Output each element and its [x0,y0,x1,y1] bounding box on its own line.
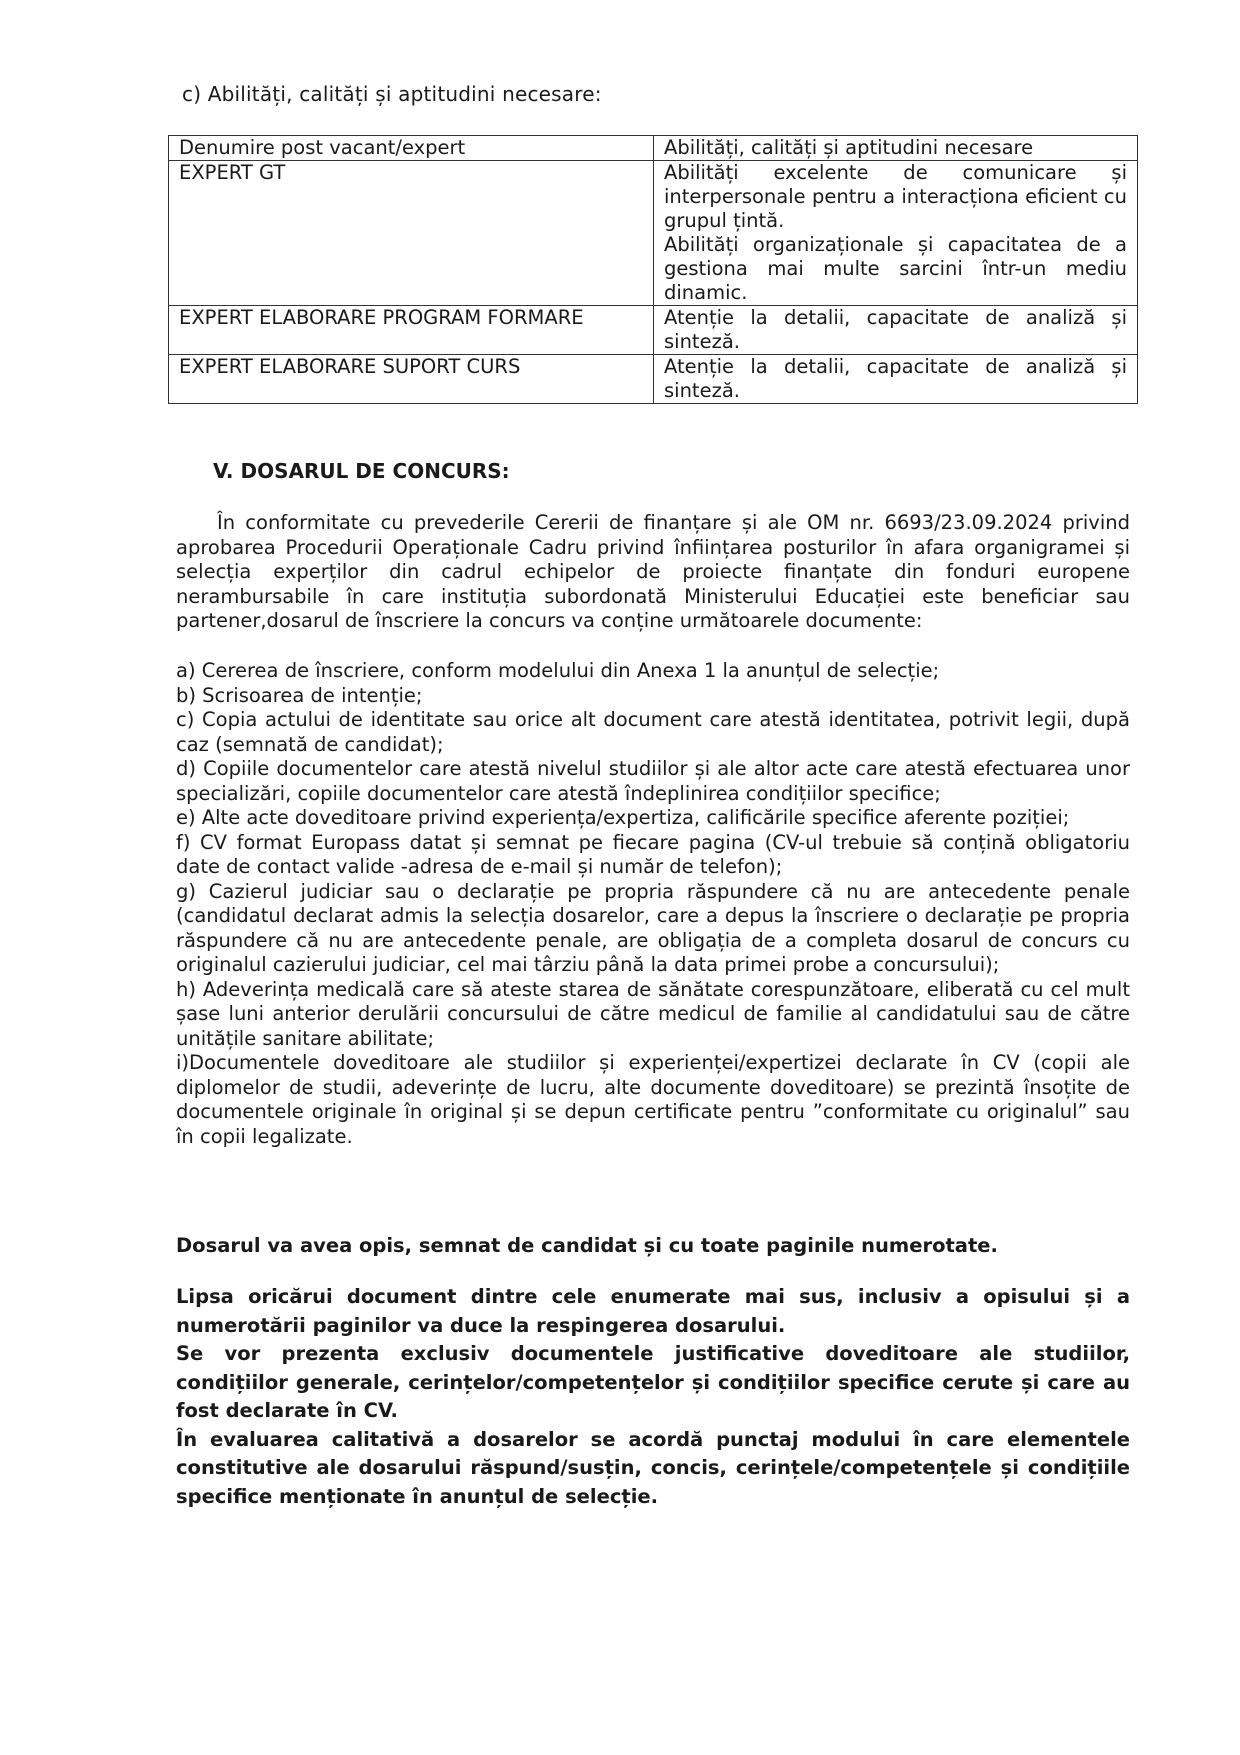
skills-text: Atenție la detalii, capacitate de analiză și sinteză. [664,306,1127,353]
table-row [169,161,1138,306]
post-cell: EXPERT GT [169,161,654,306]
table-row [169,355,1138,404]
skills-cell [654,355,1138,404]
header-skills: Abilități, calități și aptitudini necesare [654,136,1138,161]
skills-cell [654,306,1138,355]
list-item: e) Alte acte doveditoare privind experiența/expertiza, calificările specifice aferente poziției; [176,806,1070,829]
post-cell: EXPERT ELABORARE SUPORT CURS [169,355,654,404]
note-paragraph: Lipsa oricărui document dintre cele enumerate mai sus, inclusiv a opisului și a numerotării paginilor va duce la respingerea dosarului. [176,1285,1130,1337]
documents-list [176,659,1130,1149]
post-cell: EXPERT ELABORARE PROGRAM FORMARE [169,306,654,355]
list-item: d) Copiile documentelor care atestă nivelul studiilor și ale altor acte care atestă efectuarea unor specializări, copiile documentelor care atestă îndeplinirea condițiilor specifice; [176,757,1130,805]
table-header-row [169,136,1138,161]
list-item: g) Cazierul judiciar sau o declarație pe propria răspundere că nu are antecedente penale (candidatul declarat admis la selecția dosarelor, care a depus la înscriere o declarație pe propria răspundere că nu are antecedente penale, are obligația de a completa dosarul de concurs cu originalul cazierului judiciar, cel mai târziu până la data primei probe a concursului); [176,879,1130,976]
section-v-title: V. DOSARUL DE CONCURS: [213,459,510,483]
list-item: i)Documentele doveditoare ale studiilor și experienței/expertizei declarate în CV (copii ale diplomelor de studii, adeverințe de lucru, alte documente doveditoare) se prezintă însoțite de documentele originale în original și se depun certificate pentru ”conformitate cu originalul” sau în copii legalizate. [176,1051,1130,1148]
list-item: c) Copia actului de identitate sau orice alt document care atestă identitatea, potrivit legii, după caz (semnată de candidat); [176,708,1130,756]
requirements-notes [176,1283,1130,1511]
table-row [169,306,1138,355]
skills-text: Atenție la detalii, capacitate de analiză și sinteză. [664,355,1127,402]
list-item: h) Adeverința medicală care să ateste starea de sănătate corespunzătoare, eliberată cu cel mult șase luni anterior derulării concursului de către medicul de familie al candidatului sau de către unitățile sanitare abilitate; [176,977,1130,1050]
note-paragraph: În evaluarea calitativă a dosarelor se acordă punctaj modului în care elementele constitutive ale dosarului răspund/susțin, concis, cerințele/competențele și condițiile specifice menționate în anunțul de selecție. [176,1427,1130,1508]
list-item: b) Scrisoarea de intenție; [176,683,423,707]
note-paragraph: Se vor prezenta exclusiv documentele justificative doveditoare ale studiilor, condițiilor generale, cerințelor/competențelor și condițiilor specifice cerute și care au fost declarate în CV. [176,1342,1130,1422]
skills-cell [654,161,1138,306]
skills-text: Abilități organizaționale și capacitatea de a gestiona mai multe sarcini într-un mediu dinamic. [664,233,1127,304]
section-c-heading: c) Abilități, calități și aptitudini necesare: [182,82,602,106]
list-item: f) CV format Europass datat și semnat pe fiecare pagina (CV-ul trebuie să conțină obligatoriu date de contact valide -adresa de e-mail și număr de telefon); [176,830,1130,878]
opis-note: Dosarul va avea opis, semnat de candidat și cu toate paginile numerotate. [176,1234,998,1257]
skills-table [168,135,1138,404]
intro-paragraph: În conformitate cu prevederile Cererii de finanțare și ale OM nr. 6693/23.09.2024 privind aprobarea Procedurii Operaționale Cadru privind înființarea posturilor în afara organigramei și selecția experților din cadrul echipelor de proiecte finanțate din fonduri europene nerambursabile în care instituția subordonată Ministerului Educației este beneficiar sau partener,dosarul de înscriere la concurs va conține următoarele documente: [176,511,1130,632]
header-post: Denumire post vacant/expert [169,136,654,161]
skills-text: Abilități excelente de comunicare și interpersonale pentru a interacționa eficient cu grupul țintă. [664,161,1127,232]
list-item: a) Cererea de înscriere, conform modelului din Anexa 1 la anunțul de selecție; [176,659,940,682]
